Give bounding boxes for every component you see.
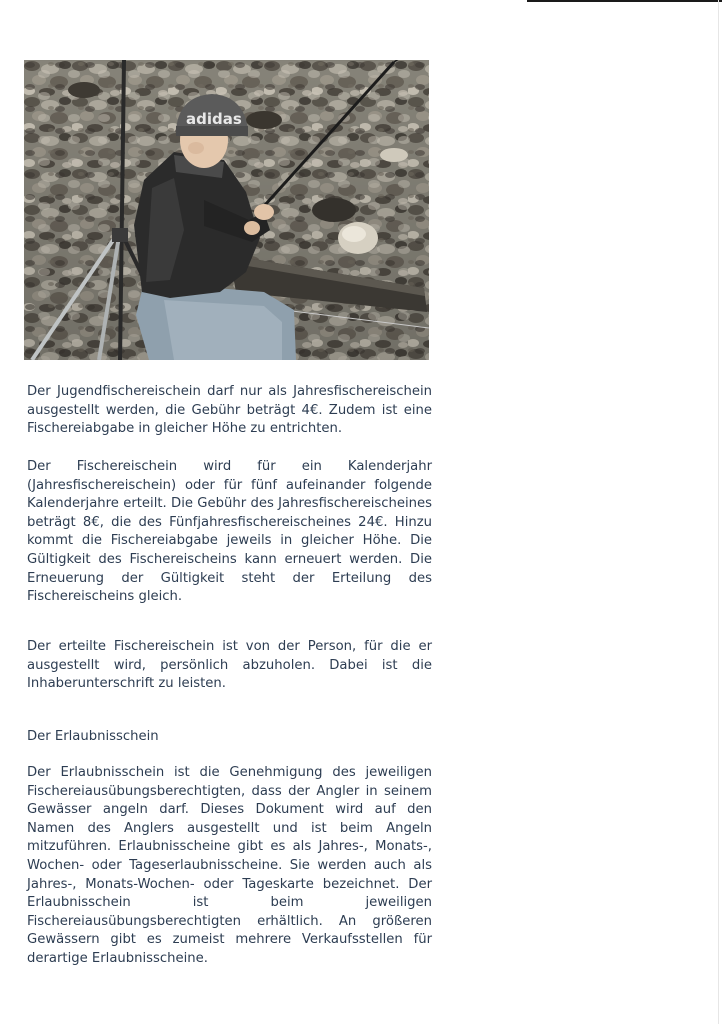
paragraph-text: Der erteilte Fischereischein ist von der Person, für die er ausgestellt wird, persönlich abzuholen. Dabei ist die Inhaberunterschrift zu leisten.	[27, 639, 432, 692]
paragraph-jugendfischereischein	[27, 383, 432, 439]
paragraph-text: Der Fischereischein wird für ein Kalenderjahr (Jahresfischereischein) oder für fünf aufeinander folgende Kalenderjahre erteilt. Die Gebühr des Jahresfischereischeines beträgt 8€, die des Fünfjahresfischereischeines 24€. Hinzu kommt die Fischereiabgabe jeweils in gleicher Höhe. Die Gültigkeit des Fischereischeins kann erneuert werden. Die Erneuerung der Gültigkeit steht der Erteilung des Fischereischeins gleich.	[27, 459, 432, 605]
paragraph-text: Der Jugendfischereischein darf nur als Jahresfischereischein ausgestellt werden, die Gebühr beträgt 4€. Zudem ist eine Fischereiabgabe in gleicher Höhe zu entrichten.	[27, 384, 432, 437]
paragraph-text: Der Erlaubnisschein ist die Genehmigung des jeweiligen Fischereiausübungsberechtigten, dass der Angler in seinem Gewässer angeln darf. Dieses Dokument wird auf den Namen des Anglers ausgestellt und ist beim Angeln mitzuführen. Erlaubnisscheine gibt es als Jahres-, Monats-, Wochen- oder Tageserlaubnisscheine. Sie werden auch als Jahres-, Monats-Wochen- oder Tageskarte bezeichnet. Der Erlaubnisschein ist beim jeweiligen Fischereiausübungsberechtigten erhältlich. An größeren Gewässern gibt es zumeist mehrere Verkaufsstellen für derartige Erlaubnisscheine.	[27, 765, 432, 966]
paragraph-erlaubnisschein	[27, 764, 432, 969]
section-heading: Der Erlaubnisschein	[27, 729, 159, 744]
scan-edge-mark	[527, 0, 722, 2]
cap-logo-text: adidas	[186, 110, 242, 128]
paragraph-abholung	[27, 638, 432, 694]
angler-photo	[24, 60, 429, 360]
paragraph-fischereischein	[27, 458, 432, 607]
scan-edge-shadow	[718, 0, 719, 1024]
